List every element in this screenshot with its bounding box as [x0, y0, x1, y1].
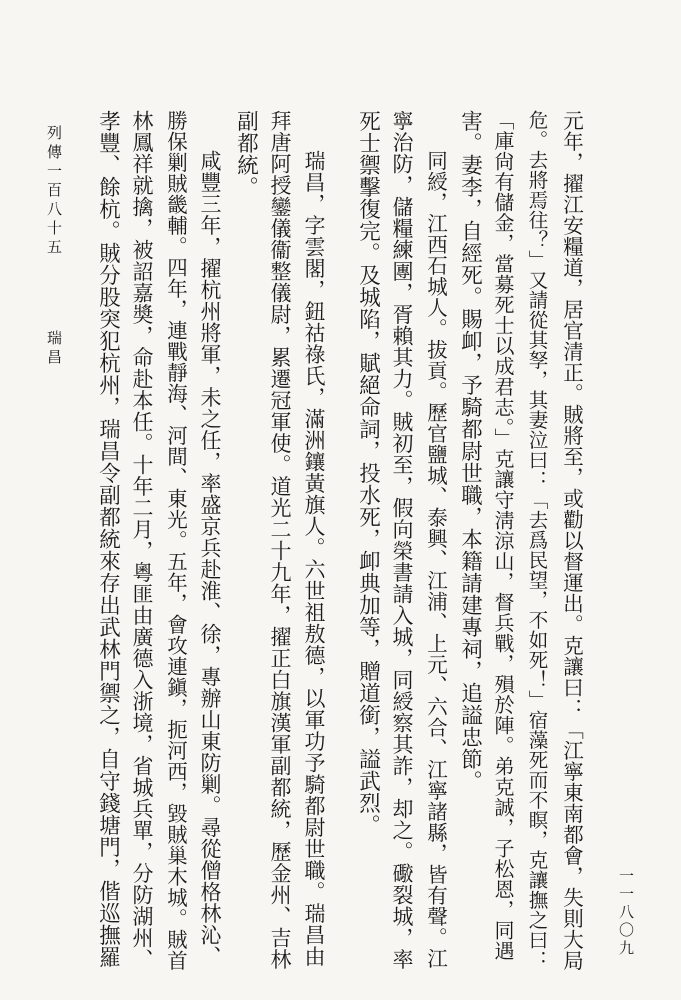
text-column: 林鳳祥就擒，被詔嘉奬，命赴本任。十年二月，粵匪由廣德入浙境，省城兵單，分防湖州、 — [130, 110, 154, 970]
text-column: 「庫尙有儲金，當募死士以成君志。」克讓守淸涼山，督兵戰，殞於陣。弟克誠，子松恩，同遇 — [491, 110, 515, 961]
text-column: 瑞昌，字雲閣，鈕祜祿氏，滿洲鑲黃旗人。六世祖敖德，以軍功予騎都尉世職。瑞昌由 — [302, 150, 326, 967]
text-column: 死士禦擊復完。及城陷，賦絕命詞，投水死，卹典加等，贈道銜，謚武烈。 — [355, 110, 381, 836]
text-column: 害。妻李，自經死。賜卹，予騎都尉世職，本籍請建專祠，追謚忠節。 — [457, 110, 483, 792]
page-number: 一一八〇九 — [617, 868, 635, 958]
text-column: 副都統。 — [233, 110, 259, 198]
text-column: 元年，擢江安糧道，居官清正。賊將至，或勸以督運出。克讓曰：「江寧東南都會，失則大局 — [559, 110, 584, 971]
text-column: 寧治防，儲糧練團，胥賴其力。賊初至，假向榮書請入城，同綬察其詐，却之。礮裂城，率 — [390, 110, 414, 970]
running-title: 列傳一百八十五 — [45, 125, 63, 258]
text-column: 同綬，江西石城人。拔貢。歷官鹽城、泰興、江浦、上元、六合、江寧諸縣，皆有聲。江 — [423, 150, 448, 969]
text-column: 危。去將焉往？」又請從其孥，其妻泣曰：「去爲民望，不如死！」宿藻死而不瞑，克讓撫之曰： — [525, 110, 549, 970]
text-column: 咸豐三年，擢杭州將軍，未之任，率盛京兵赴淮、徐，專辦山東防剿。尋從僧格林沁、 — [198, 150, 222, 967]
text-column: 勝保剿賊畿輔。四年，連戰靜海、河間、東光。五年，會攻連鎭，扼河西，毀賊巢木城。賊首 — [163, 110, 188, 971]
text-column: 拜唐阿授鑾儀衞整儀尉，累遷冠軍使。道光二十九年，擢正白旗漢軍副都統，歷金州、吉林 — [268, 110, 292, 970]
text-column: 孝豐、餘杭。賊分股突犯杭州，瑞昌令副都統來存出武林門禦之，自守錢塘門，偕巡撫羅 — [95, 110, 121, 968]
running-name: 瑞昌 — [45, 330, 63, 368]
